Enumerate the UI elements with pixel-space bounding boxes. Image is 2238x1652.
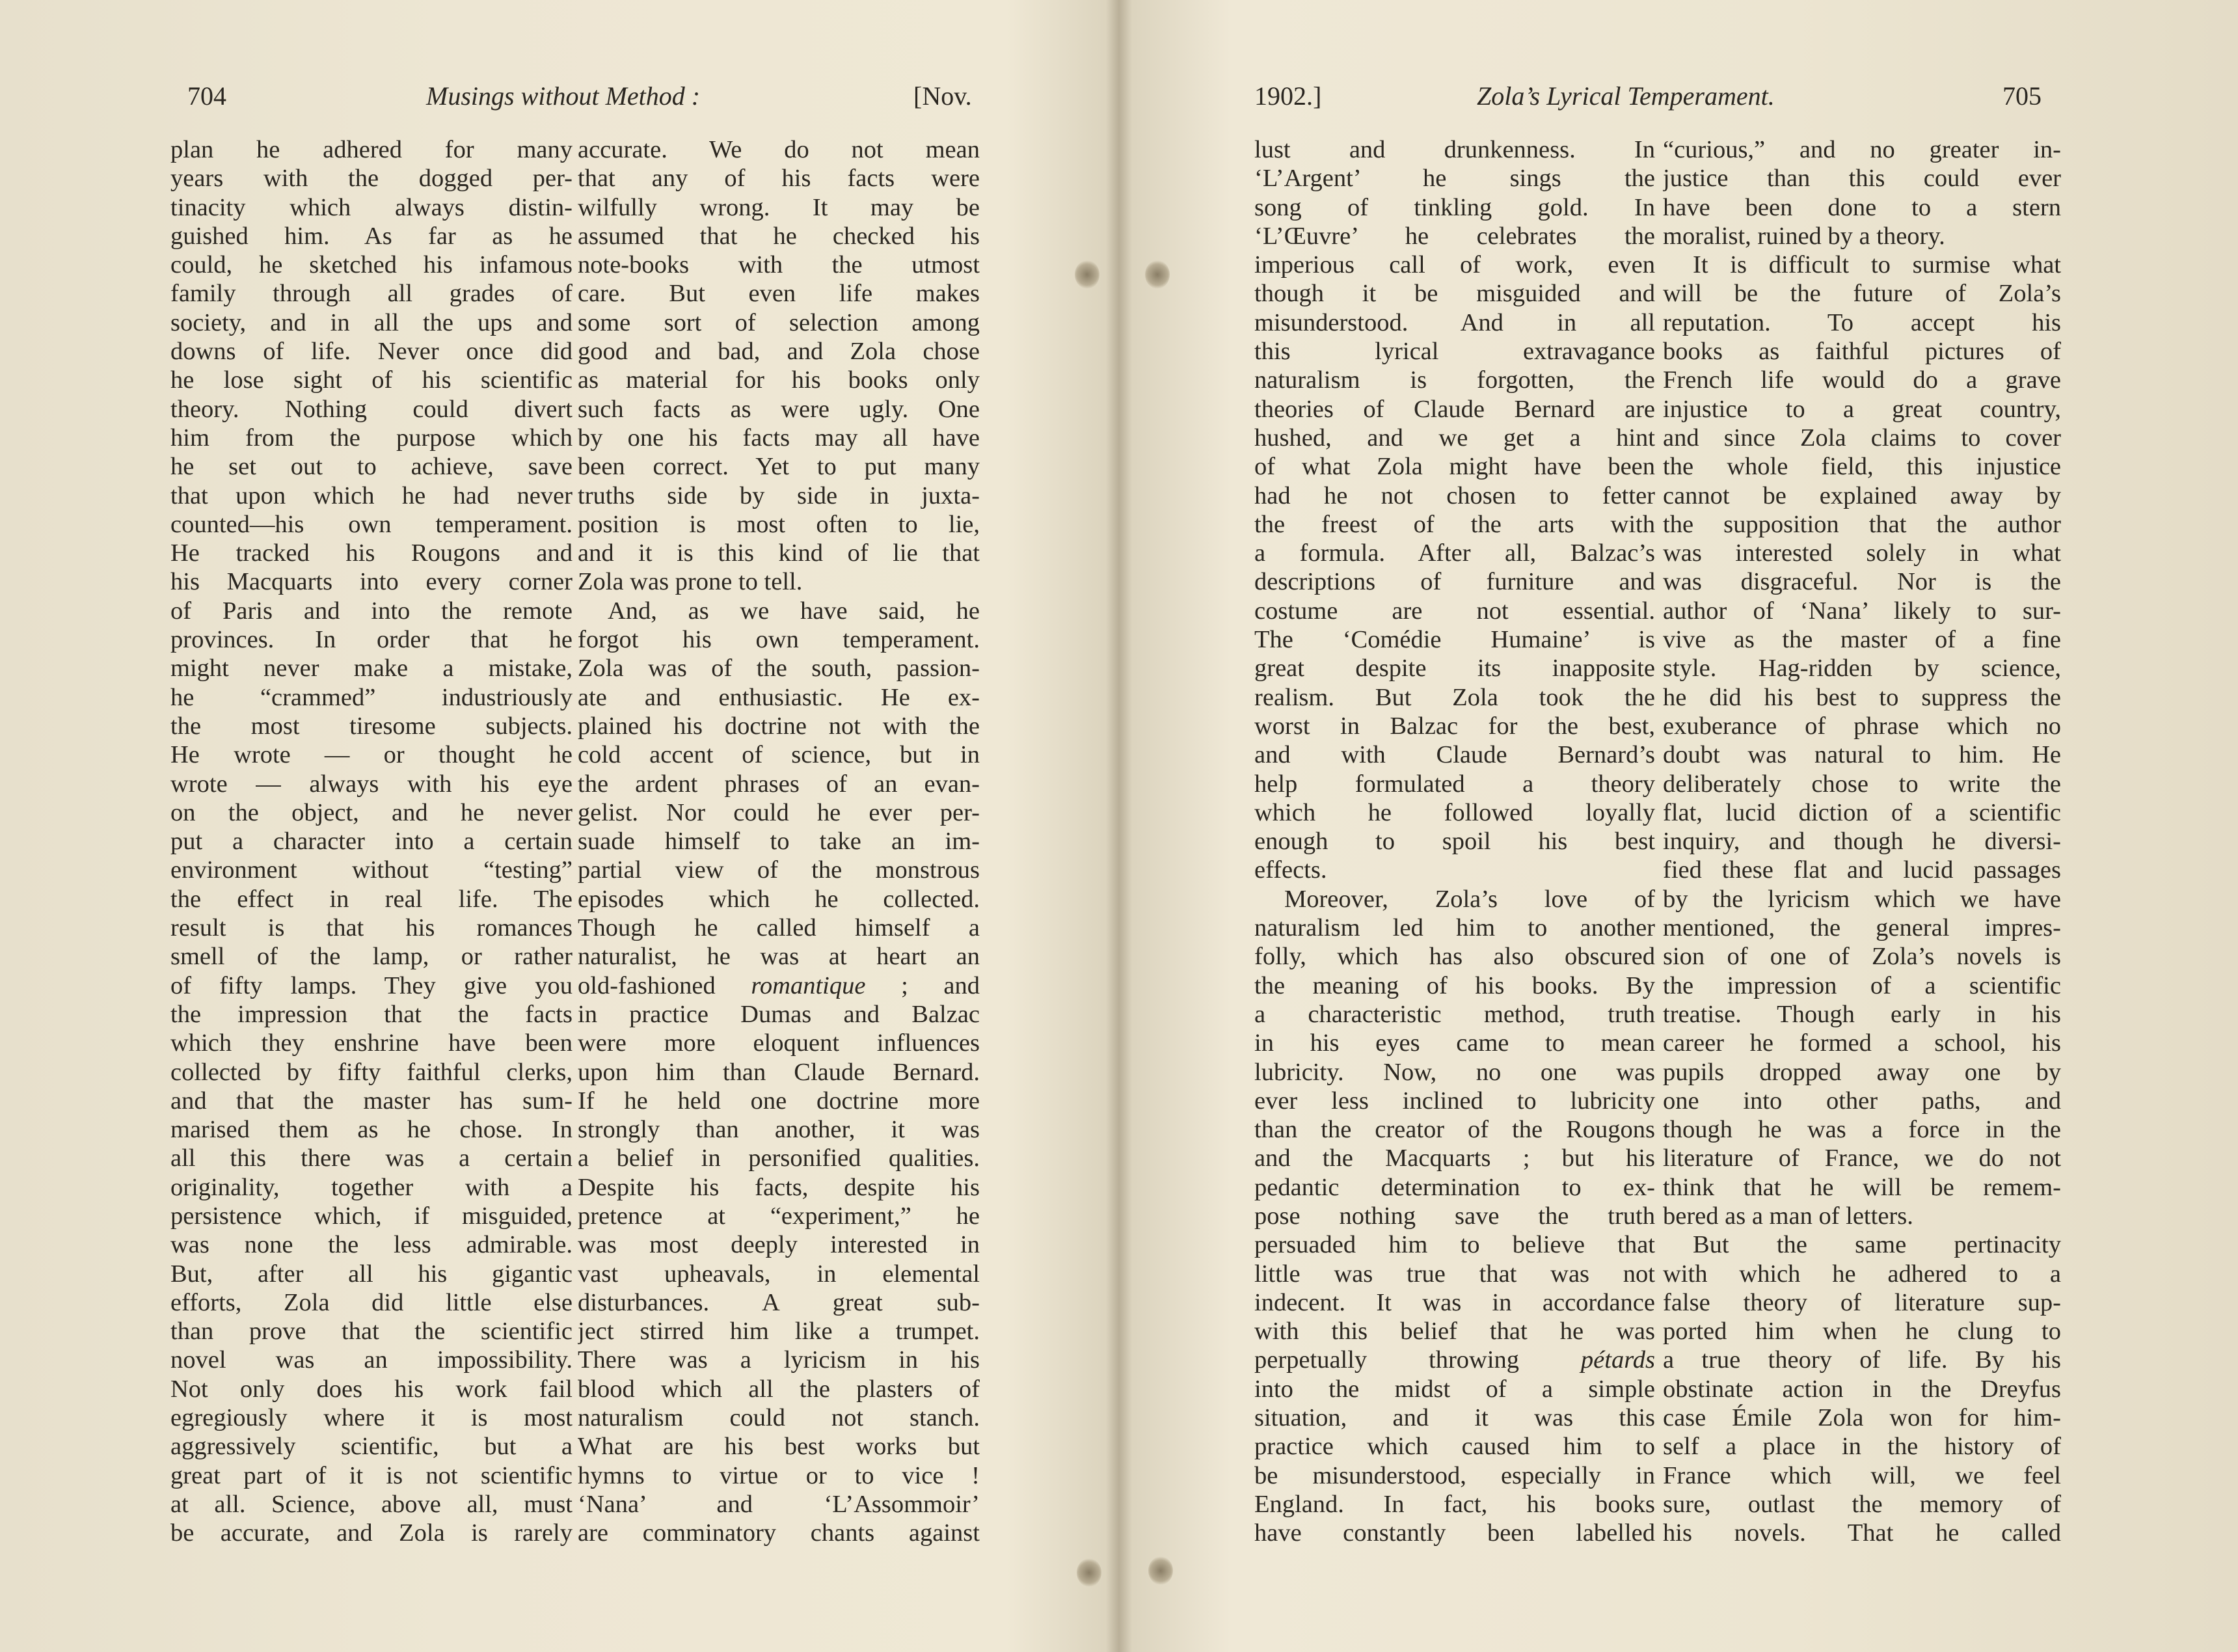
text-line: Moreover, Zola’s love of	[1284, 885, 1655, 913]
text-line: his Macquarts into every corner	[170, 568, 573, 596]
text-line: the freest of the arts with	[1254, 510, 1655, 538]
text-line: this lyrical extravagance	[1254, 338, 1655, 366]
text-line: situation, and it was this	[1254, 1404, 1655, 1432]
text-line: sion of one of Zola’s novels is	[1663, 943, 2061, 971]
text-line: It is difficult to surmise what	[1693, 251, 2061, 279]
text-line: that upon which he had never	[170, 481, 573, 509]
text-line: lubricity. Now, no one was	[1254, 1058, 1655, 1086]
text-line: pupils dropped away one by	[1663, 1058, 2061, 1086]
page-number: 704	[187, 81, 226, 111]
text-line: and that the master has sum-	[170, 1087, 573, 1115]
text-line: exuberance of phrase which no	[1663, 712, 2061, 740]
text-line: Not only does his work fail	[170, 1375, 573, 1403]
text-line: forgot his own temperament.	[578, 626, 980, 654]
text-line: perpetually throwing pétards	[1254, 1346, 1655, 1374]
text-line: the effect in real life. The	[170, 885, 573, 913]
text-line: position is most often to lie,	[578, 510, 980, 538]
text-line: realism. But Zola took the	[1254, 683, 1655, 711]
text-line: originality, together with a	[170, 1173, 573, 1201]
text-line: the meaning of his books. By	[1254, 971, 1655, 999]
text-line: downs of life. Never once did	[170, 338, 573, 366]
text-line: was disgraceful. Nor is the	[1663, 568, 2061, 596]
text-line: He tracked his Rougons and	[170, 539, 573, 567]
text-line: France which will, we feel	[1663, 1461, 2061, 1489]
text-line: flat, lucid diction of a scientific	[1663, 798, 2061, 826]
text-line: ‘Nana’ and ‘L’Assommoir’	[578, 1490, 980, 1518]
text-column-1	[170, 135, 573, 1548]
text-line: misunderstood. And in all	[1254, 308, 1655, 336]
text-line: which he followed loyally	[1254, 798, 1655, 826]
text-line: and the Macquarts ; but his	[1254, 1144, 1655, 1172]
text-line: collected by fifty faithful clerks,	[170, 1058, 573, 1086]
text-line: England. In fact, his books	[1254, 1490, 1655, 1518]
text-line: family through all grades of	[170, 280, 573, 308]
text-line: naturalism led him to another	[1254, 914, 1655, 942]
text-line: in practice Dumas and Balzac	[578, 1000, 980, 1028]
text-line: help formulated a theory	[1254, 770, 1655, 798]
text-line: indecent. It was in accordance	[1254, 1288, 1655, 1316]
text-line: fied these flat and lucid passages	[1663, 856, 2061, 884]
text-line: were more eloquent influences	[578, 1029, 980, 1057]
text-line: lust and drunkenness. In	[1254, 136, 1655, 163]
text-line: in his eyes came to mean	[1254, 1029, 1655, 1057]
text-line: result is that his romances	[170, 914, 573, 942]
text-line: ‘L’Œuvre’ he celebrates the	[1254, 222, 1655, 250]
text-line: novel was an impossibility.	[170, 1346, 573, 1374]
text-line: style. Hag-ridden by science,	[1663, 655, 2061, 683]
text-line: him from the purpose which	[170, 424, 573, 452]
text-line: as material for his books only	[578, 366, 980, 394]
text-line: pretence at “experiment,” he	[578, 1202, 980, 1230]
text-line: “curious,” and no greater in-	[1663, 136, 2061, 163]
text-line: naturalism is forgotten, the	[1254, 366, 1655, 394]
text-line: good and bad, and Zola chose	[578, 338, 980, 366]
text-line: justice than this could ever	[1663, 165, 2061, 193]
text-line: case Émile Zola won for him-	[1663, 1404, 2061, 1432]
text-line: which they enshrine have been	[170, 1029, 573, 1057]
text-line: folly, which has also obscured	[1254, 943, 1655, 971]
text-line: blood which all the plasters of	[578, 1375, 980, 1403]
text-line: song of tinkling gold. In	[1254, 193, 1655, 221]
text-line: old-fashioned romantique ; and	[578, 971, 980, 999]
text-line: years with the dogged per-	[170, 165, 573, 193]
text-line: reputation. To accept his	[1663, 308, 2061, 336]
text-line: bered as a man of letters.	[1663, 1202, 1913, 1230]
text-line: theories of Claude Bernard are	[1254, 395, 1655, 423]
running-title: Zola’s Lyrical Temperament.	[1477, 81, 1775, 111]
text-line: great part of it is not scientific	[170, 1461, 573, 1489]
text-line: What are his best works but	[578, 1433, 980, 1461]
text-line: partial view of the monstrous	[578, 856, 980, 884]
text-line: efforts, Zola did little else	[170, 1288, 573, 1316]
text-line: have constantly been labelled	[1254, 1519, 1655, 1547]
text-line: ever less inclined to lubricity	[1254, 1087, 1655, 1115]
text-line: of fifty lamps. They give you	[170, 971, 573, 999]
text-line: on the object, and he never	[170, 798, 573, 826]
text-column-2	[578, 135, 980, 1548]
text-line: cannot be explained away by	[1663, 481, 2061, 509]
text-line: moralist, ruined by a theory.	[1663, 222, 1945, 250]
text-line: the impression of a scientific	[1663, 971, 2061, 999]
text-line: the ardent phrases of an evan-	[578, 770, 980, 798]
text-line: a true theory of life. By his	[1663, 1346, 2061, 1374]
text-line: provinces. In order that he	[170, 626, 573, 654]
text-line: obstinate action in the Dreyfus	[1663, 1375, 2061, 1403]
text-line: practice which caused him to	[1254, 1433, 1655, 1461]
text-line: a formula. After all, Balzac’s	[1254, 539, 1655, 567]
text-line: the whole field, this injustice	[1663, 453, 2061, 481]
text-line: will be the future of Zola’s	[1663, 280, 2061, 308]
running-date: [Nov.	[913, 81, 972, 111]
text-line: injustice to a great country,	[1663, 395, 2061, 423]
text-line: have been done to a stern	[1663, 193, 2061, 221]
text-line: at all. Science, above all, must	[170, 1490, 573, 1518]
text-line: Though he called himself a	[578, 914, 980, 942]
text-line: he did his best to suppress the	[1663, 683, 2061, 711]
text-line: his novels. That he called	[1663, 1519, 2061, 1547]
text-column-4	[1663, 135, 2061, 1548]
running-date: 1902.]	[1254, 81, 1322, 111]
text-line: ate and enthusiastic. He ex-	[578, 683, 980, 711]
text-line: effects.	[1254, 856, 1327, 884]
text-line: French life would do a grave	[1663, 366, 2061, 394]
text-line: a characteristic method, truth	[1254, 1000, 1655, 1028]
text-line: worst in Balzac for the best,	[1254, 712, 1655, 740]
text-line: of Paris and into the remote	[170, 597, 573, 625]
text-line: cold accent of science, but in	[578, 741, 980, 769]
text-line: a belief in personified qualities.	[578, 1144, 980, 1172]
text-line: be accurate, and Zola is rarely	[170, 1519, 573, 1547]
text-line: that any of his facts were	[578, 165, 980, 193]
text-line: He wrote — or thought he	[170, 741, 573, 769]
text-line: wilfully wrong. It may be	[578, 193, 980, 221]
text-line: note-books with the utmost	[578, 251, 980, 279]
text-line: plained his doctrine not with the	[578, 712, 980, 740]
text-line: But, after all his gigantic	[170, 1260, 573, 1288]
text-line: was most deeply interested in	[578, 1231, 980, 1259]
text-line: tinacity which always distin-	[170, 193, 573, 221]
text-line: doubt was natural to him. He	[1663, 741, 2061, 769]
text-line: disturbances. A great sub-	[578, 1288, 980, 1316]
text-line: could, he sketched his infamous	[170, 251, 573, 279]
text-line: The ‘Comédie Humaine’ is	[1254, 626, 1655, 654]
text-line: treatise. Though early in his	[1663, 1000, 2061, 1028]
text-line: imperious call of work, even	[1254, 251, 1655, 279]
text-line: the impression that the facts	[170, 1000, 573, 1028]
text-line: though he was a force in the	[1663, 1116, 2061, 1144]
text-line: false theory of literature sup-	[1663, 1288, 2061, 1316]
text-line: vive as the master of a fine	[1663, 626, 2061, 654]
text-line: Despite his facts, despite his	[578, 1173, 980, 1201]
text-line: care. But even life makes	[578, 280, 980, 308]
text-line: episodes which he collected.	[578, 885, 980, 913]
text-line: ‘L’Argent’ he sings the	[1254, 165, 1655, 193]
text-line: had he not chosen to fetter	[1254, 481, 1655, 509]
text-line: than prove that the scientific	[170, 1318, 573, 1346]
text-line: author of ‘Nana’ likely to sur-	[1663, 597, 2061, 625]
text-line: Zola was prone to tell.	[578, 568, 803, 596]
text-line: counted—his own temperament.	[170, 510, 573, 538]
text-line: If he held one doctrine more	[578, 1087, 980, 1115]
text-line: he set out to achieve, save	[170, 453, 573, 481]
text-line: great despite its inapposite	[1254, 655, 1655, 683]
text-line: strongly than another, it was	[578, 1116, 980, 1144]
text-line: persistence which, if misguided,	[170, 1202, 573, 1230]
text-line: such facts as were ugly. One	[578, 395, 980, 423]
text-line: wrote — always with his eye	[170, 770, 573, 798]
text-line: one into other paths, and	[1663, 1087, 2061, 1115]
text-line: environment without “testing”	[170, 856, 573, 884]
text-line: be misunderstood, especially in	[1254, 1461, 1655, 1489]
text-line: he lose sight of his scientific	[170, 366, 573, 394]
text-line: into the midst of a simple	[1254, 1375, 1655, 1403]
text-line: than the creator of the Rougons	[1254, 1116, 1655, 1144]
text-line: might never make a mistake,	[170, 655, 573, 683]
text-line: mentioned, the general impres-	[1663, 914, 2061, 942]
text-line: was none the less admirable.	[170, 1231, 573, 1259]
text-line: theory. Nothing could divert	[170, 395, 573, 423]
text-line: gelist. Nor could he ever per-	[578, 798, 980, 826]
text-line: marised them as he chose. In	[170, 1116, 573, 1144]
text-line: some sort of selection among	[578, 308, 980, 336]
text-line: little was true that was not	[1254, 1260, 1655, 1288]
text-line: ported him when he clung to	[1663, 1318, 2061, 1346]
text-line: upon him than Claude Bernard.	[578, 1058, 980, 1086]
text-line: accurate. We do not mean	[578, 136, 980, 163]
text-line: descriptions of furniture and	[1254, 568, 1655, 596]
text-column-3	[1254, 135, 1655, 1548]
text-line: books as faithful pictures of	[1663, 338, 2061, 366]
text-line: enough to spoil his best	[1254, 828, 1655, 856]
text-line: sure, outlast the memory of	[1663, 1490, 2061, 1518]
text-line: literature of France, we do not	[1663, 1144, 2061, 1172]
text-line: think that he will be remem-	[1663, 1173, 2061, 1201]
text-line: and it is this kind of lie that	[578, 539, 980, 567]
text-line: and with Claude Bernard’s	[1254, 741, 1655, 769]
text-line: of what Zola might have been	[1254, 453, 1655, 481]
text-line: with which he adhered to a	[1663, 1260, 2061, 1288]
text-line: career he formed a school, his	[1663, 1029, 2061, 1057]
text-line: the supposition that the author	[1663, 510, 2061, 538]
text-line: costume are not essential.	[1254, 597, 1655, 625]
text-line: Zola was of the south, passion-	[578, 655, 980, 683]
text-line: are comminatory chants against	[578, 1519, 980, 1547]
text-line: egregiously where it is most	[170, 1404, 573, 1432]
text-line: And, as we have said, he	[608, 597, 980, 625]
text-line: aggressively scientific, but a	[170, 1433, 573, 1461]
text-line: and since Zola claims to cover	[1663, 424, 2061, 452]
text-line: been correct. Yet to put many	[578, 453, 980, 481]
text-line: guished him. As far as he	[170, 222, 573, 250]
text-line: self a place in the history of	[1663, 1433, 2061, 1461]
text-line: pedantic determination to ex-	[1254, 1173, 1655, 1201]
text-line: he “crammed” industriously	[170, 683, 573, 711]
text-line: hushed, and we get a hint	[1254, 424, 1655, 452]
text-line: plan he adhered for many	[170, 136, 573, 163]
text-line: smell of the lamp, or rather	[170, 943, 573, 971]
text-line: truths side by side in juxta-	[578, 481, 980, 509]
page-number: 705	[2002, 81, 2042, 111]
text-line: naturalism could not stanch.	[578, 1404, 980, 1432]
text-line: with this belief that he was	[1254, 1318, 1655, 1346]
text-line: by one his facts may all have	[578, 424, 980, 452]
text-line: ject stirred him like a trumpet.	[578, 1318, 980, 1346]
text-line: persuaded him to believe that	[1254, 1231, 1655, 1259]
text-line: put a character into a certain	[170, 828, 573, 856]
text-line: pose nothing save the truth	[1254, 1202, 1655, 1230]
text-line: hymns to virtue or to vice !	[578, 1461, 980, 1489]
text-line: naturalist, he was at heart an	[578, 943, 980, 971]
text-line: though it be misguided and	[1254, 280, 1655, 308]
text-line: vast upheavals, in elemental	[578, 1260, 980, 1288]
text-line: assumed that he checked his	[578, 222, 980, 250]
running-title: Musings without Method :	[426, 81, 701, 111]
text-line: suade himself to take an im-	[578, 828, 980, 856]
text-line: all this there was a certain	[170, 1144, 573, 1172]
text-line: But the same pertinacity	[1693, 1231, 2061, 1259]
text-line: There was a lyricism in his	[578, 1346, 980, 1374]
text-line: deliberately chose to write the	[1663, 770, 2061, 798]
text-line: the most tiresome subjects.	[170, 712, 573, 740]
text-line: by the lyricism which we have	[1663, 885, 2061, 913]
text-line: society, and in all the ups and	[170, 308, 573, 336]
text-line: was interested solely in what	[1663, 539, 2061, 567]
text-line: inquiry, and though he diversi-	[1663, 828, 2061, 856]
